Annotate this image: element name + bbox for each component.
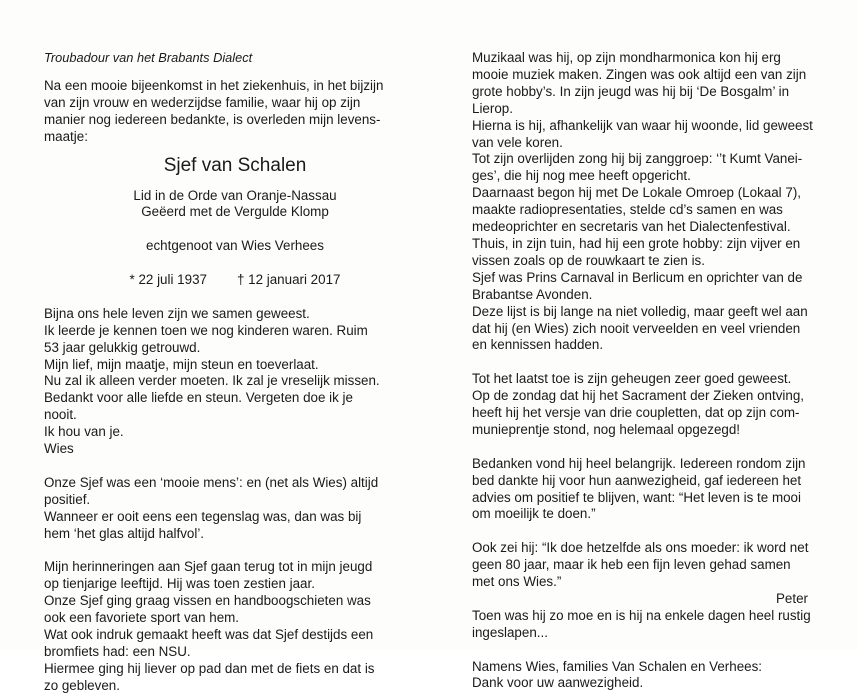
text-line: Tot het laatst toe is zijn geheugen zeer goed geweest. <box>472 371 792 387</box>
left-column <box>44 50 426 695</box>
text-line: Hiermee ging hij liever op pad dan met de fiets en dat is <box>44 660 375 676</box>
text-line: geen 80 jaar, maar ik heb een fijn leven gehad samen <box>472 557 791 573</box>
text-line: van zijn vrouw en wederzijdse familie, waar hij op zijn <box>44 94 361 110</box>
bedanken-paragraph <box>472 456 816 524</box>
text-line: Onze Sjef ging graag vissen en handboogschieten was <box>44 593 371 609</box>
spacer <box>44 221 426 238</box>
spacer <box>472 523 816 540</box>
mooie-mens-paragraph <box>44 475 426 543</box>
text-line: Mijn lief, mijn maatje, mijn steun en toeverlaat. <box>44 356 319 372</box>
text-line: manier nog iedereen bedankte, is overleden mijn levens- <box>44 111 381 127</box>
muziek-paragraph <box>472 50 816 354</box>
deceased-name: Sjef van Schalen <box>163 154 307 176</box>
text-line: heeft hij het versje van drie coupletten, dat op zijn com- <box>472 405 800 421</box>
spacer <box>44 543 426 560</box>
text-line: Toen was hij zo moe en is hij na enkele dagen heel rustig <box>472 607 811 623</box>
text-line: Ik hou van je. <box>44 424 124 440</box>
motto: Troubadour van het Brabants Dialect <box>44 50 253 65</box>
text-line: Deze lijst is bij lange na niet volledig, maar geeft wel aan <box>472 303 808 319</box>
text-line: munieprentje stond, nog helemaal opgezegd! <box>472 421 741 437</box>
text-line: Onze Sjef was een ‘mooie mens’: en (net als Wies) altijd <box>44 474 379 490</box>
geheugen-paragraph <box>472 371 816 439</box>
text-line: dat hij (en Wies) zich nooit verveelden en veel vrienden <box>472 320 801 336</box>
text-line: op tienjarige leeftijd. Hij was toen zestien jaar. <box>44 576 315 592</box>
text-line: Na een mooie bijeenkomst in het ziekenhuis, in het bijzijn <box>44 77 384 93</box>
honor-line: Geëerd met de Vergulde Klomp <box>141 204 329 220</box>
ingeslapen-paragraph <box>472 608 816 642</box>
closing-paragraph <box>472 659 816 693</box>
text-line: bromfiets had: een NSU. <box>44 643 191 659</box>
spouse-line: echtgenoot van Wies Verhees <box>146 238 324 254</box>
text-line: Dank voor uw aanwezigheid. <box>472 675 644 691</box>
honor-line: Lid in de Orde van Oranje-Nassau <box>133 187 337 203</box>
text-line: nooit. <box>44 407 77 423</box>
text-line: vissen zoals op de rouwkaart te zien is. <box>472 252 705 268</box>
text-line: Bijna ons hele leven zijn we samen geweest. <box>44 305 310 321</box>
text-line: en kennissen hadden. <box>472 337 604 353</box>
text-line: Wanneer er ooit eens een tegenslag was, dan was bij <box>44 508 362 524</box>
text-line: medeoprichter en secretaris van het Dialectenfestival. <box>472 219 791 235</box>
text-line: ges’, die hij nog mee heeft opgericht. <box>472 168 691 184</box>
text-line: Muzikaal was hij, op zijn mondharmonica kon hij erg <box>472 50 781 65</box>
text-line: Tot zijn overlijden zong hij bij zanggroep: ‘’t Kumt Vanei- <box>472 151 803 167</box>
text-line: maatje: <box>44 128 88 144</box>
text-line: maakte radiopresentaties, stelde cd’s samen en was <box>472 202 783 218</box>
text-line: grote hobby’s. In zijn jeugd was hij bij ‘De Bosgalm’ in <box>472 83 790 99</box>
text-line: Sjef was Prins Carnaval in Berlicum en oprichter van de <box>472 269 803 285</box>
text-line: zo gebleven. <box>44 677 120 693</box>
signature: Peter <box>775 591 808 606</box>
death-date: † 12 januari 2017 <box>236 272 341 288</box>
text-line: Ik leerde je kennen toen we nog kinderen waren. Ruim <box>44 322 368 338</box>
spacer <box>44 255 426 272</box>
text-line: advies om positief te blijven, want: “Het leven is te mooi <box>472 489 801 505</box>
text-line: Op de zondag dat hij het Sacrament der Zieken ontving, <box>472 388 804 404</box>
jeugd-paragraph <box>44 559 426 694</box>
text-line: om moeilijk te doen.” <box>472 506 596 522</box>
text-line: Wies <box>44 441 74 457</box>
text-line: bed dankte hij voor hun aanwezigheid, gaf iedereen het <box>472 472 802 488</box>
text-line: Thuis, in zijn tuin, had hij een grote hobby: zijn vijver en <box>472 235 801 251</box>
text-line: ingeslapen... <box>472 624 548 640</box>
text-line: Bedanken vond hij heel belangrijk. Iedereen rondom zijn <box>472 455 806 471</box>
text-line: Mijn herinneringen aan Sjef gaan terug tot in mijn jeugd <box>44 559 373 575</box>
intro-paragraph <box>44 78 426 146</box>
text-line: Namens Wies, families Van Schalen en Verhees: <box>472 658 763 674</box>
text-line: Ook zei hij: “Ik doe hetzelfde als ons moeder: ik word net <box>472 540 809 556</box>
text-line: van vele koren. <box>472 134 563 150</box>
text-line: ook een favoriete sport van hem. <box>44 610 240 626</box>
life-dates <box>44 272 426 289</box>
spacer <box>472 642 816 659</box>
spacer <box>472 354 816 371</box>
text-line: Daarnaast begon hij met De Lokale Omroep (Lokaal 7), <box>472 185 801 201</box>
spacer <box>44 458 426 475</box>
birth-date: * 22 juli 1937 <box>129 272 207 288</box>
ook-zei-paragraph <box>472 540 816 591</box>
text-line: met ons Wies.” <box>472 574 562 590</box>
text-line: hem ‘het glas altijd halfvol’. <box>44 525 205 541</box>
spacer <box>44 289 426 306</box>
text-line: Hierna is hij, afhankelijk van waar hij woonde, lid geweest <box>472 117 813 133</box>
text-line: Nu zal ik alleen verder moeten. Ik zal je vreselijk missen. <box>44 373 380 389</box>
text-line: positief. <box>44 491 91 507</box>
wies-paragraph <box>44 306 426 458</box>
text-line: Wat ook indruk gemaakt heeft was dat Sjef destijds een <box>44 627 374 643</box>
spacer <box>472 439 816 456</box>
text-line: mooie muziek maken. Zingen was ook altijd een van zijn <box>472 66 807 82</box>
text-line: Bedankt voor alle liefde en steun. Vergeten doe ik je <box>44 390 353 406</box>
text-line: 53 jaar gelukkig getrouwd. <box>44 339 201 355</box>
text-line: Lierop. <box>472 100 513 116</box>
text-line: Brabantse Avonden. <box>472 286 593 302</box>
